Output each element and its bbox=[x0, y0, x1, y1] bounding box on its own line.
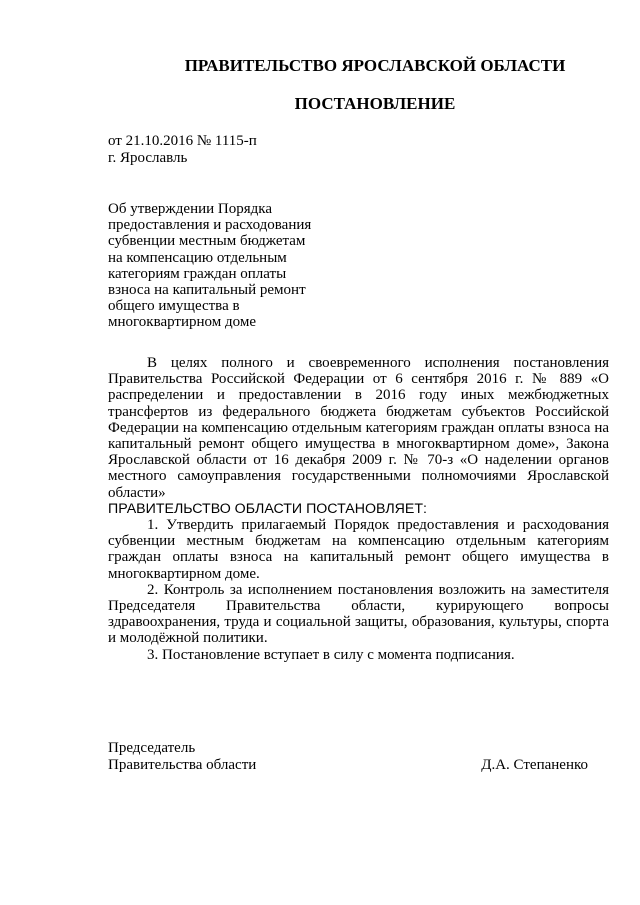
document-type-heading: ПОСТАНОВЛЕНИЕ bbox=[294, 94, 456, 113]
subject-line: общего имущества в bbox=[108, 298, 240, 315]
document-meta bbox=[108, 133, 257, 167]
city: г. Ярославль bbox=[108, 150, 188, 166]
subject-line: категориям граждан оплаты bbox=[108, 265, 287, 282]
signature-row bbox=[108, 757, 588, 774]
document-body bbox=[108, 355, 609, 663]
signer-title-line2: Правительства области bbox=[108, 757, 257, 773]
subject-line: субвенции местным бюджетам bbox=[108, 233, 306, 250]
government-title: ПРАВИТЕЛЬСТВО ЯРОСЛАВСКОЙ ОБЛАСТИ bbox=[184, 56, 566, 75]
signature-block bbox=[108, 740, 588, 774]
item-2-paragraph: 2. Контроль за исполнением постановления возложить на заместителя Председателя Правительства области, курирующего вопросы здравоохранения, труда и социальной защиты, образования, культуры, спорта и молодёжной политики. bbox=[108, 581, 609, 647]
item-3-paragraph: 3. Постановление вступает в силу с момента подписания. bbox=[147, 646, 515, 663]
subject-line: предоставления и расходования bbox=[108, 217, 312, 234]
preamble-paragraph: В целях полного и своевременного исполнения постановления Правительства Российской Федерации от 6 сентября 2016 г. № 889 «О распределении и предоставлении в 2016 году иных межбюджетных трансфертов из федерального бюджета бюджетам субъектов Российской Федерации на компенсацию отдельным категориям граждан оплаты взноса на капитальный ремонт общего имущества в многоквартирном доме», Закона Ярославской области от 16 декабря 2009 г. № 70-з «О наделении органов местного самоуправления государственными полномочиями Ярославской области» bbox=[108, 355, 609, 501]
signer-name: Д.А. Степаненко bbox=[481, 757, 588, 773]
subject-line: взноса на капитальный ремонт bbox=[108, 282, 306, 299]
subject-line: Об утверждении Порядка bbox=[108, 201, 272, 217]
item-1-paragraph: 1. Утвердить прилагаемый Порядок предоставления и расходования субвенции местным бюджетам на компенсацию отдельным категориям граждан оплаты взноса на капитальный ремонт общего имущества в многоквартирном доме. bbox=[108, 517, 609, 582]
date-number: от 21.10.2016 № 1115-п bbox=[108, 133, 257, 149]
signer-title-line1: Председатель bbox=[108, 740, 196, 756]
document-subject bbox=[108, 201, 368, 331]
subject-line: многоквартирном доме bbox=[108, 314, 256, 331]
resolves-heading: ПРАВИТЕЛЬСТВО ОБЛАСТИ ПОСТАНОВЛЯЕТ: bbox=[108, 500, 427, 517]
subject-line: на компенсацию отдельным bbox=[108, 249, 287, 266]
